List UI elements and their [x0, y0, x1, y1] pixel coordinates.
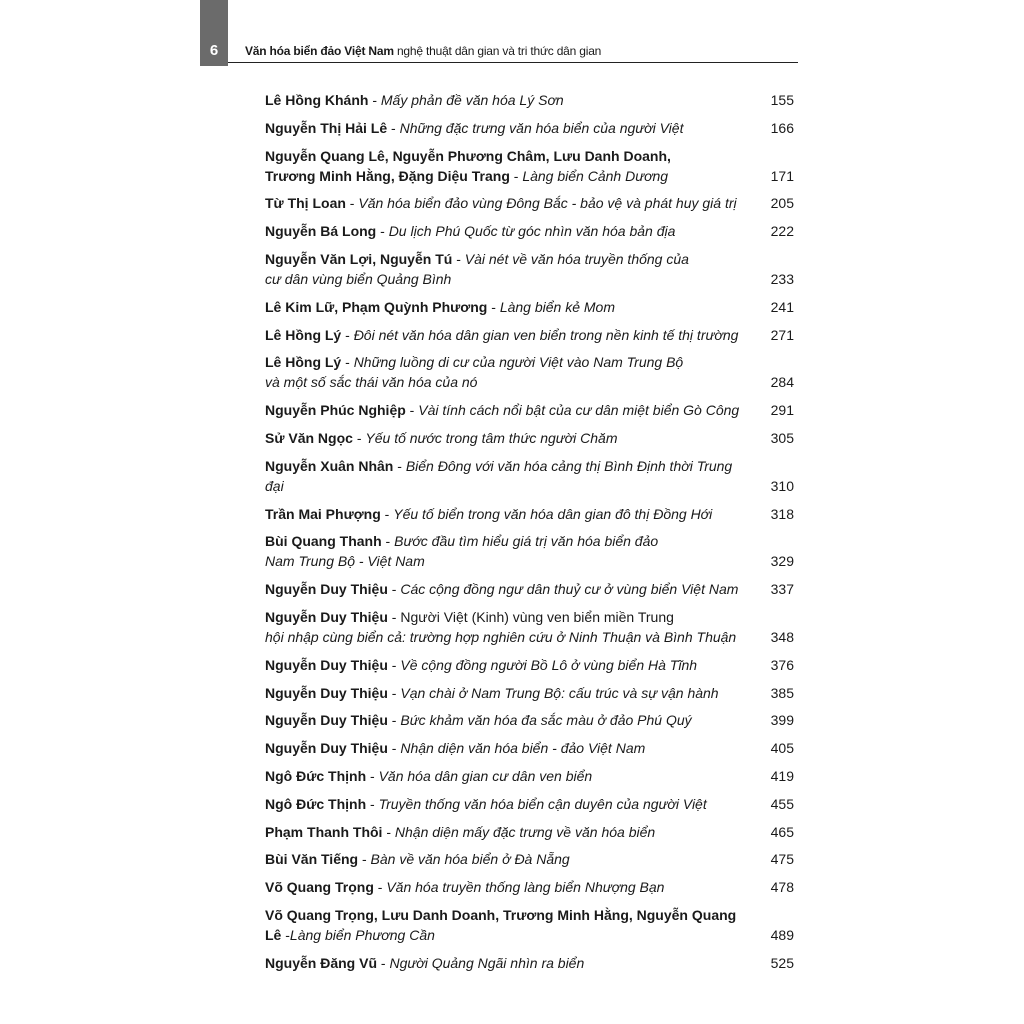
toc-title: Bước đầu tìm hiểu giá trị văn hóa biển đảo	[394, 533, 659, 550]
page-header	[200, 0, 800, 66]
toc-page-number: 465	[770, 823, 794, 840]
toc-author: Nguyễn Quang Lê, Nguyễn Phương Châm, Lưu Danh Doanh,	[265, 147, 671, 164]
toc-separator: -	[366, 767, 379, 784]
toc-entry	[265, 400, 794, 420]
toc-entry	[265, 683, 794, 703]
toc-separator: -	[377, 954, 390, 971]
toc-title: Đôi nét văn hóa dân gian ven biển trong nền kinh tế thị trường	[353, 326, 739, 343]
toc-author: Từ Thị Loan	[265, 195, 346, 212]
toc-separator: -	[452, 250, 465, 267]
toc-separator: -	[405, 402, 419, 419]
toc-page-number: 241	[770, 298, 794, 315]
toc-separator: -	[345, 195, 359, 212]
toc-author: Bùi Quang Thanh	[265, 533, 382, 550]
toc-author: Nguyễn Xuân Nhân	[265, 457, 394, 474]
toc-author-continued: Trương Minh Hằng, Đặng Diệu Trang	[265, 167, 510, 184]
toc-page-number: 318	[770, 505, 794, 522]
toc-entry	[265, 531, 794, 571]
toc-entry	[265, 297, 794, 317]
toc-separator: -	[281, 926, 290, 943]
toc-separator: -	[387, 656, 401, 673]
toc-author: Nguyễn Đăng Vũ	[265, 954, 378, 971]
toc-separator: -	[387, 684, 401, 701]
toc-author: Nguyễn Duy Thiệu	[265, 608, 388, 625]
toc-separator: -	[341, 326, 354, 343]
toc-title: Vài nét về văn hóa truyền thống của	[464, 250, 689, 267]
toc-author: Trần Mai Phượng	[265, 505, 381, 522]
toc-page-number: 405	[770, 740, 794, 757]
toc-title: Văn hóa truyền thống làng biển Nhượng Bạn	[386, 879, 665, 896]
toc-separator: -	[381, 533, 395, 550]
toc-entry	[265, 146, 794, 186]
running-head-title-bold: Văn hóa biển đảo Việt Nam	[245, 44, 394, 58]
toc-title: cư dân vùng biển Quảng Bình	[265, 270, 452, 287]
toc-author: Nguyễn Duy Thiệu	[265, 712, 388, 729]
toc-author: Nguyễn Duy Thiệu	[265, 684, 388, 701]
toc-separator: -	[358, 851, 371, 868]
toc-separator: -	[387, 608, 401, 625]
toc-entry	[265, 504, 794, 524]
toc-author: Nguyễn Thị Hải Lê	[265, 119, 388, 136]
toc-title: Văn hóa biển đảo vùng Đông Bắc - bảo vệ và phát huy giá trị	[358, 195, 737, 212]
toc-entry	[265, 877, 794, 897]
toc-page-number: 475	[770, 851, 794, 868]
toc-page-number: 348	[770, 628, 794, 645]
toc-author: Lê Hồng Lý	[265, 354, 342, 371]
toc-author: Nguyễn Duy Thiệu	[265, 581, 388, 598]
toc-title: Yếu tố biển trong văn hóa dân gian đô thị Đồng Hới	[393, 505, 713, 522]
toc-page-number: 525	[770, 954, 794, 971]
toc-author: Nguyễn Phúc Nghiệp	[265, 402, 406, 419]
toc-entry	[265, 607, 794, 647]
toc-title: Bức khảm văn hóa đa sắc màu ở đảo Phú Quý	[400, 712, 692, 729]
toc-title: Vài tính cách nổi bật của cư dân miệt biển Gò Công	[418, 402, 740, 419]
toc-page-number: 329	[770, 553, 794, 570]
toc-page-number: 376	[770, 656, 794, 673]
toc-page-number: 385	[770, 684, 794, 701]
toc-page-number: 419	[770, 767, 794, 784]
toc-entry	[265, 905, 794, 945]
table-of-contents	[265, 90, 794, 981]
toc-separator: -	[509, 167, 523, 184]
toc-title: và một số sắc thái văn hóa của nó	[265, 374, 478, 391]
toc-title: Làng biển Cảnh Dương	[522, 167, 669, 184]
toc-title: Làng biển kẻ Mom	[499, 298, 615, 315]
toc-author: Nguyễn Bá Long	[265, 223, 377, 240]
toc-entry	[265, 118, 794, 138]
toc-entry	[265, 90, 794, 110]
toc-entry	[265, 710, 794, 730]
toc-entry	[265, 193, 794, 213]
toc-separator: -	[487, 298, 500, 315]
toc-entry	[265, 655, 794, 675]
toc-page-number: 222	[770, 223, 794, 240]
toc-title: Những đặc trưng văn hóa biển của người Việt	[399, 119, 684, 136]
toc-page-number: 455	[770, 795, 794, 812]
toc-separator: -	[387, 740, 401, 757]
toc-separator: -	[341, 354, 354, 371]
toc-author: Ngô Đức Thịnh	[265, 795, 367, 812]
toc-title: Nhận diện mấy đặc trưng về văn hóa biển	[394, 823, 656, 840]
toc-page-number: 233	[770, 270, 794, 287]
toc-page-number: 305	[770, 429, 794, 446]
toc-author: Nguyễn Văn Lợi, Nguyễn Tú	[265, 250, 453, 267]
toc-title: Về cộng đồng người Bồ Lô ở vùng biển Hà Tĩnh	[400, 656, 698, 673]
toc-separator: -	[366, 795, 379, 812]
toc-title: Du lịch Phú Quốc từ góc nhìn văn hóa bản địa	[388, 223, 676, 240]
toc-author: Lê Hồng Khánh	[265, 92, 369, 108]
toc-author: Võ Quang Trọng	[265, 879, 374, 896]
toc-entry	[265, 794, 794, 814]
toc-separator: -	[368, 92, 381, 108]
toc-title-plain: Người Việt (Kinh) vùng ven biển miền Trung	[400, 608, 674, 625]
page-number-tab	[200, 0, 228, 66]
toc-title: Văn hóa dân gian cư dân ven biển	[378, 767, 593, 784]
toc-author: Lê Hồng Lý	[265, 326, 342, 343]
toc-separator: -	[387, 581, 401, 598]
toc-author: Nguyễn Duy Thiệu	[265, 740, 388, 757]
toc-page-number: 205	[770, 195, 794, 212]
toc-author: Ngô Đức Thịnh	[265, 767, 367, 784]
toc-title: Làng biển Phương Cần	[289, 926, 435, 943]
toc-title: Yếu tố nước trong tâm thức người Chăm	[365, 429, 618, 446]
toc-page-number: 291	[770, 402, 794, 419]
toc-page-number: 284	[770, 374, 794, 391]
toc-entry	[265, 953, 794, 973]
toc-author: Phạm Thanh Thôi	[265, 823, 383, 840]
toc-separator: -	[393, 457, 406, 474]
toc-entry	[265, 766, 794, 786]
toc-author: Nguyễn Duy Thiệu	[265, 656, 388, 673]
toc-page-number: 166	[770, 119, 794, 136]
toc-entry	[265, 456, 794, 496]
toc-page-number: 155	[770, 92, 794, 108]
toc-author: Bùi Văn Tiếng	[265, 851, 359, 868]
toc-title: Truyền thống văn hóa biển cận duyên của người Việt	[378, 795, 707, 812]
running-head-title-rest: nghệ thuật dân gian và tri thức dân gian	[393, 44, 602, 58]
toc-entry	[265, 849, 794, 869]
toc-page-number: 171	[770, 167, 794, 184]
toc-page-number: 271	[770, 326, 794, 343]
toc-title: Bàn về văn hóa biển ở Đà Nẵng	[370, 851, 570, 868]
toc-entry	[265, 249, 794, 289]
toc-entry	[265, 352, 794, 392]
toc-entry	[265, 428, 794, 448]
toc-title: Nhận diện văn hóa biển - đảo Việt Nam	[400, 740, 646, 757]
toc-title: Nam Trung Bộ - Việt Nam	[265, 553, 425, 570]
toc-page-number: 478	[770, 879, 794, 896]
toc-separator: -	[387, 119, 400, 136]
toc-title: Biển Đông với văn hóa cảng thị Bình Định thời Trung đại	[265, 457, 733, 494]
toc-separator: -	[382, 823, 395, 840]
toc-title: Người Quảng Ngãi nhìn ra biển	[389, 954, 585, 971]
running-head	[245, 44, 601, 58]
toc-entry	[265, 822, 794, 842]
toc-page-number: 310	[770, 477, 794, 494]
toc-separator: -	[352, 429, 366, 446]
toc-title: hội nhập cùng biển cả: trường hợp nghiên cứu ở Ninh Thuận và Bình Thuận	[265, 628, 737, 645]
toc-entry	[265, 738, 794, 758]
toc-author: Sử Văn Ngọc	[265, 429, 353, 446]
toc-separator: -	[376, 223, 389, 240]
toc-page-number: 489	[770, 926, 794, 943]
toc-title: Vạn chài ở Nam Trung Bộ: cấu trúc và sự vận hành	[400, 684, 719, 701]
page-number: 6	[209, 42, 219, 59]
toc-page-number: 337	[770, 581, 794, 598]
toc-title: Mấy phản đề văn hóa Lý Sơn	[380, 92, 564, 108]
toc-author: Lê Kim Lữ, Phạm Quỳnh Phương	[265, 298, 488, 315]
toc-title: Các cộng đồng ngư dân thuỷ cư ở vùng biển Việt Nam	[400, 581, 739, 598]
toc-entry	[265, 579, 794, 599]
toc-title: Những luồng di cư của người Việt vào Nam Trung Bộ	[353, 354, 684, 371]
toc-page-number: 399	[770, 712, 794, 729]
toc-separator: -	[373, 879, 387, 896]
toc-entry	[265, 325, 794, 345]
toc-author: Võ Quang Trọng, Lưu Danh Doanh, Trương Minh Hằng, Nguyễn Quang Lê	[265, 906, 737, 943]
toc-entry	[265, 221, 794, 241]
toc-separator: -	[387, 712, 401, 729]
header-rule	[228, 62, 798, 63]
toc-separator: -	[380, 505, 394, 522]
